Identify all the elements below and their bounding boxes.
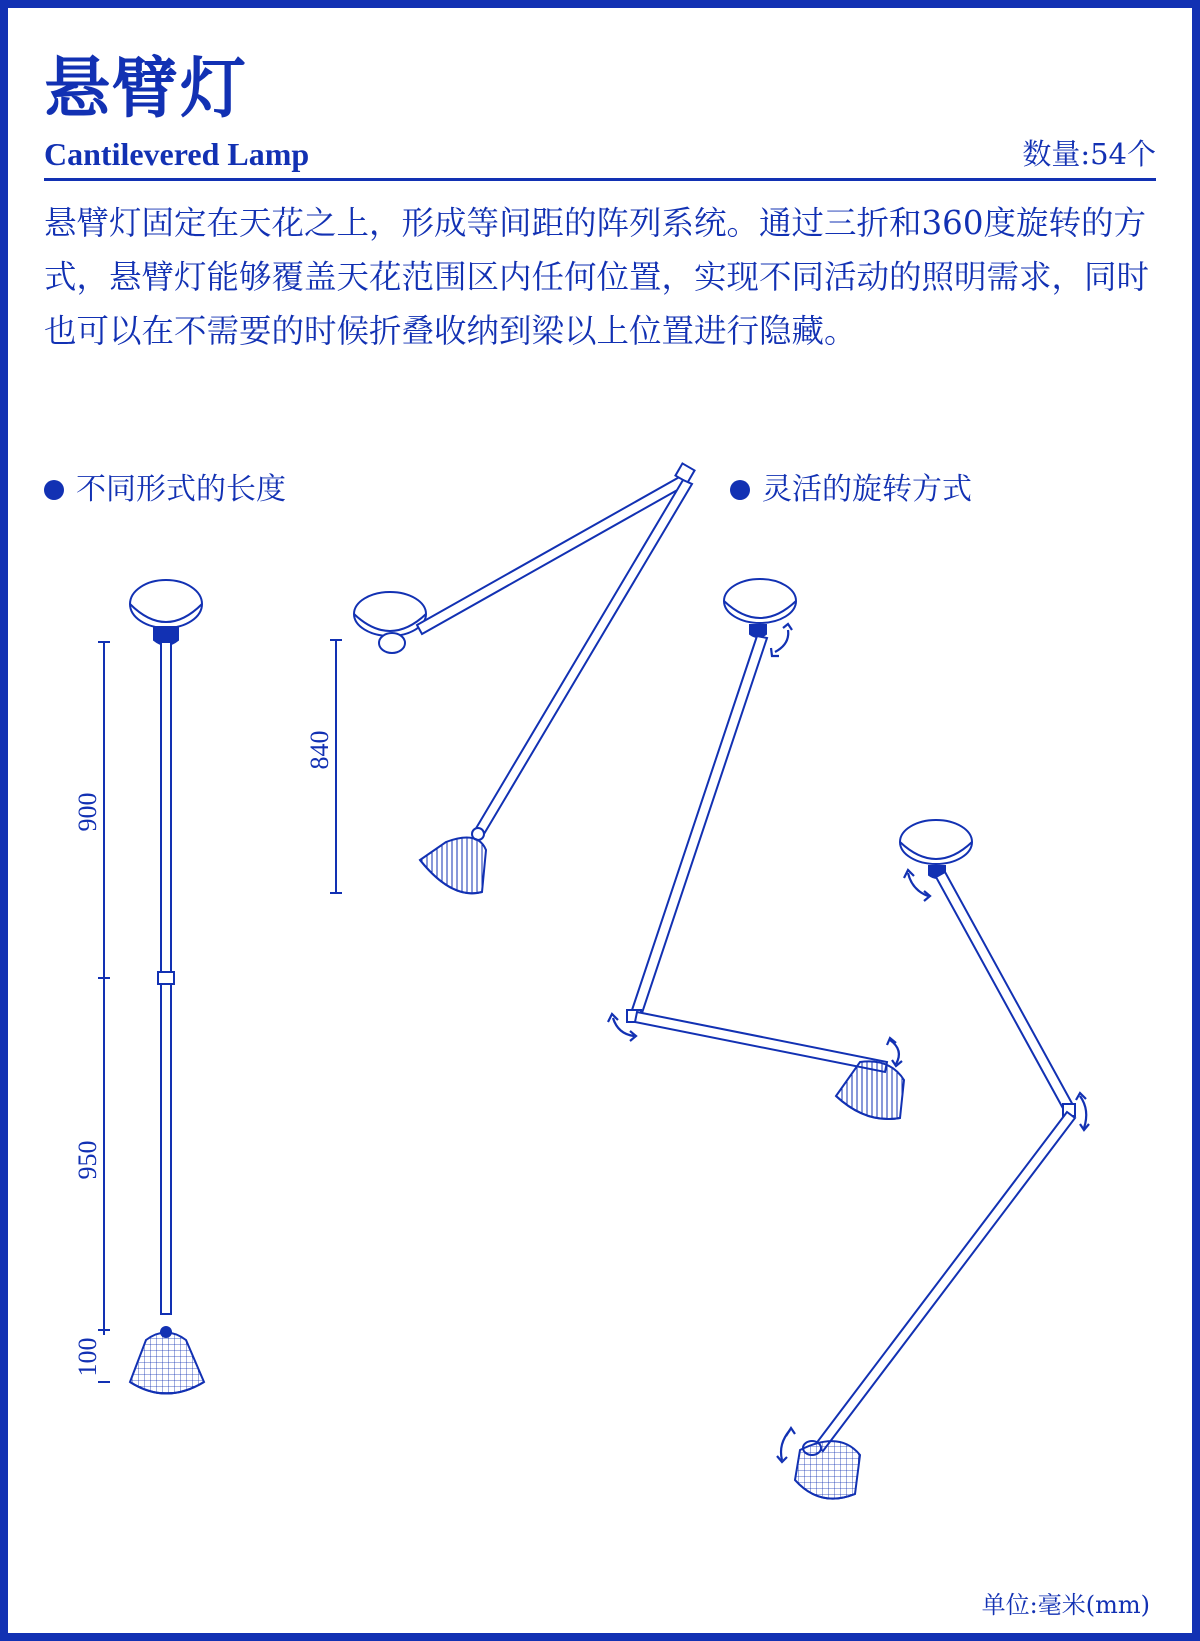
dimension-840-label: 840 (305, 730, 334, 770)
dimension-950-label: 950 (73, 1140, 102, 1180)
quantity-label: 数量:54个 (1022, 137, 1156, 171)
rotate-arrow-icon (887, 1038, 902, 1066)
unit-note: 单位:毫米(mm) (981, 1591, 1150, 1619)
rotate-arrow-icon (1076, 1093, 1089, 1130)
lamp-straight (130, 580, 204, 1394)
description-text: 悬臂灯固定在天花之上，形成等间距的阵列系统。通过三折和360度旋转的方式，悬臂灯能够覆盖天花范围区内任何位置，实现不同活动的照明需求，同时也可以在不需要的时候折叠收纳到梁以上位置进行隐藏。 (44, 204, 1150, 350)
page-title: 悬臂灯 (44, 49, 248, 127)
section-rotation-label: 灵活的旋转方式 (762, 472, 972, 507)
page-subtitle: Cantilevered Lamp (44, 136, 310, 172)
rotate-arrow-icon (777, 1428, 795, 1462)
rotate-arrow-icon (904, 870, 930, 901)
lamp-rotating-b (795, 820, 1075, 1499)
lamp-rotating-a (627, 579, 904, 1119)
dimension-lines-left (98, 642, 110, 1382)
dimension-100-label: 100 (73, 1337, 102, 1377)
rotate-arrow-icon (771, 624, 792, 656)
dimension-900-label: 900 (73, 792, 102, 832)
section-lengths-label: 不同形式的长度 (76, 472, 286, 507)
lamp-folded (354, 463, 695, 893)
rotation-arrows (608, 624, 1089, 1462)
